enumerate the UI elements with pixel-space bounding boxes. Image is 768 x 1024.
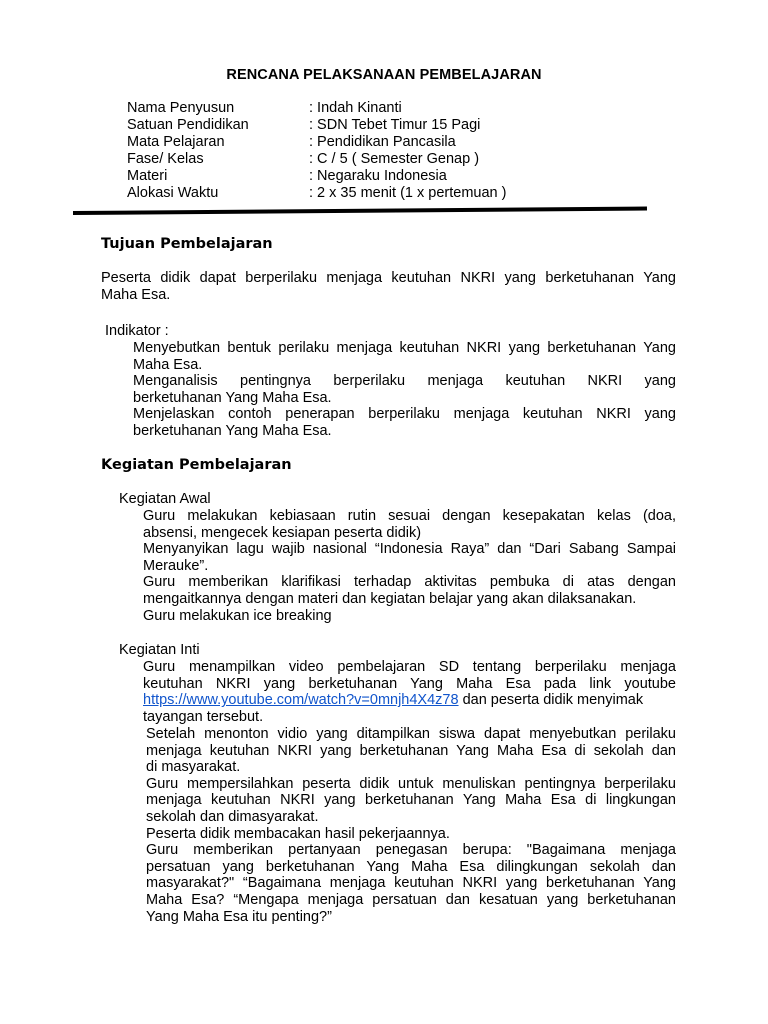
meta-row (127, 185, 506, 202)
list-item-line: di masyarakat. (146, 759, 241, 776)
list-item-line: mengaitkannya dengan materi dan kegiatan belajar yang akan dilaksanakan. (143, 590, 637, 607)
meta-value: : C / 5 ( Semester Genap ) (309, 151, 480, 167)
meta-label: Alokasi Waktu (127, 185, 219, 201)
list-item-line: Guru mempersilahkan peserta didik untuk menuliskan pentingnya berperilaku (146, 775, 676, 792)
list-item-line: Peserta didik membacakan hasil pekerjaannya. (146, 825, 450, 842)
tujuan-paragraph (101, 270, 676, 303)
list-item-line: Guru melakukan kebiasaan rutin sesuai dengan kesepakatan kelas (doa, (143, 508, 676, 524)
identity-table (127, 100, 506, 202)
heading-kegiatan-inti: Kegiatan Inti (119, 642, 200, 658)
meta-label: Fase/ Kelas (127, 151, 204, 167)
list-item-line: menjaga keutuhan NKRI yang berketuhanan Yang Maha Esa di sekolah dan (146, 742, 676, 759)
list-item-line: Merauke”. (143, 557, 209, 574)
list-item-line: Guru melakukan ice breaking (143, 607, 332, 624)
meta-row (127, 100, 506, 117)
meta-value: : SDN Tebet Timur 15 Pagi (309, 117, 481, 133)
header-divider (73, 206, 647, 215)
kegiatan-inti-video (143, 659, 676, 725)
meta-value: : Indah Kinanti (309, 100, 402, 116)
heading-indikator: Indikator : (101, 323, 169, 339)
list-item-line: Menyebutkan bentuk perilaku menjaga keutuhan NKRI yang berketuhanan Yang (133, 340, 676, 356)
meta-row (127, 168, 506, 185)
heading-kegiatan: Kegiatan Pembelajaran (101, 457, 292, 473)
meta-label: Materi (127, 168, 168, 184)
meta-label: Nama Penyusun (127, 100, 235, 116)
document-title: RENCANA PELAKSANAAN PEMBELAJARAN (226, 67, 542, 83)
list-item-line: Guru menampilkan video pembelajaran SD tentang berperilaku menjaga (143, 659, 676, 675)
meta-label: Mata Pelajaran (127, 134, 225, 150)
list-item-line: Maha Esa. (133, 356, 203, 373)
list-item-line: tayangan tersebut. (143, 708, 264, 725)
list-item-line: masyarakat?" “Bagaimana menjaga keutuhan NKRI yang berketuhanan Yang (146, 875, 676, 892)
link-trailing-text: dan peserta didik menyimak (458, 692, 644, 709)
kegiatan-awal-list (143, 508, 676, 624)
youtube-link[interactable]: https://www.youtube.com/watch?v=0mnjh4X4z78 (143, 692, 459, 709)
meta-value: : Negaraku Indonesia (309, 168, 447, 184)
list-item-line: menjaga keutuhan NKRI yang berketuhanan Yang Maha Esa di lingkungan (146, 792, 676, 809)
list-item-line: berketuhanan Yang Maha Esa. (133, 422, 332, 439)
list-item-line: Guru memberikan pertanyaan penegasan berupa: "Bagaimana menjaga (146, 842, 676, 859)
kegiatan-inti-list (146, 726, 676, 925)
heading-kegiatan-awal: Kegiatan Awal (119, 491, 211, 507)
paragraph-line: Maha Esa. (101, 286, 171, 303)
list-item-line: Setelah menonton vidio yang ditampilkan siswa dapat menyebutkan perilaku (146, 726, 676, 742)
list-item-line: Menjelaskan contoh penerapan berperilaku menjaga keutuhan NKRI yang (133, 406, 676, 423)
list-item-line: berketuhanan Yang Maha Esa. (133, 389, 332, 406)
list-item-line: Yang Maha Esa itu penting?” (146, 908, 332, 925)
list-item-line: Guru memberikan klarifikasi terhadap aktivitas pembuka di atas dengan (143, 574, 676, 591)
meta-row (127, 134, 506, 151)
paragraph-line: Peserta didik dapat berperilaku menjaga keutuhan NKRI yang berketuhanan Yang (101, 270, 676, 286)
meta-row (127, 117, 506, 134)
list-item-line: Maha Esa? “Mengapa menjaga persatuan dan kesatuan yang berketuhanan (146, 891, 676, 908)
heading-tujuan: Tujuan Pembelajaran (101, 236, 273, 252)
list-item-line: absensi, mengecek kesiapan peserta didik) (143, 524, 422, 541)
list-item-line: Menyanyikan lagu wajib nasional “Indonesia Raya” dan “Dari Sabang Sampai (143, 541, 676, 558)
list-item-line (143, 692, 676, 709)
meta-value: : 2 x 35 menit (1 x pertemuan ) (309, 185, 507, 201)
list-item-line: Menganalisis pentingnya berperilaku menjaga keutuhan NKRI yang (133, 373, 676, 390)
meta-row (127, 151, 506, 168)
indikator-list (133, 340, 676, 440)
meta-label: Satuan Pendidikan (127, 117, 249, 133)
list-item-line: persatuan yang berketuhanan Yang Maha Esa dilingkungan sekolah dan (146, 858, 676, 875)
meta-value: : Pendidikan Pancasila (309, 134, 456, 150)
list-item-line: keutuhan NKRI yang berketuhanan Yang Maha Esa pada link youtube (143, 675, 676, 692)
list-item-line: sekolah dan dimasyarakat. (146, 808, 319, 825)
